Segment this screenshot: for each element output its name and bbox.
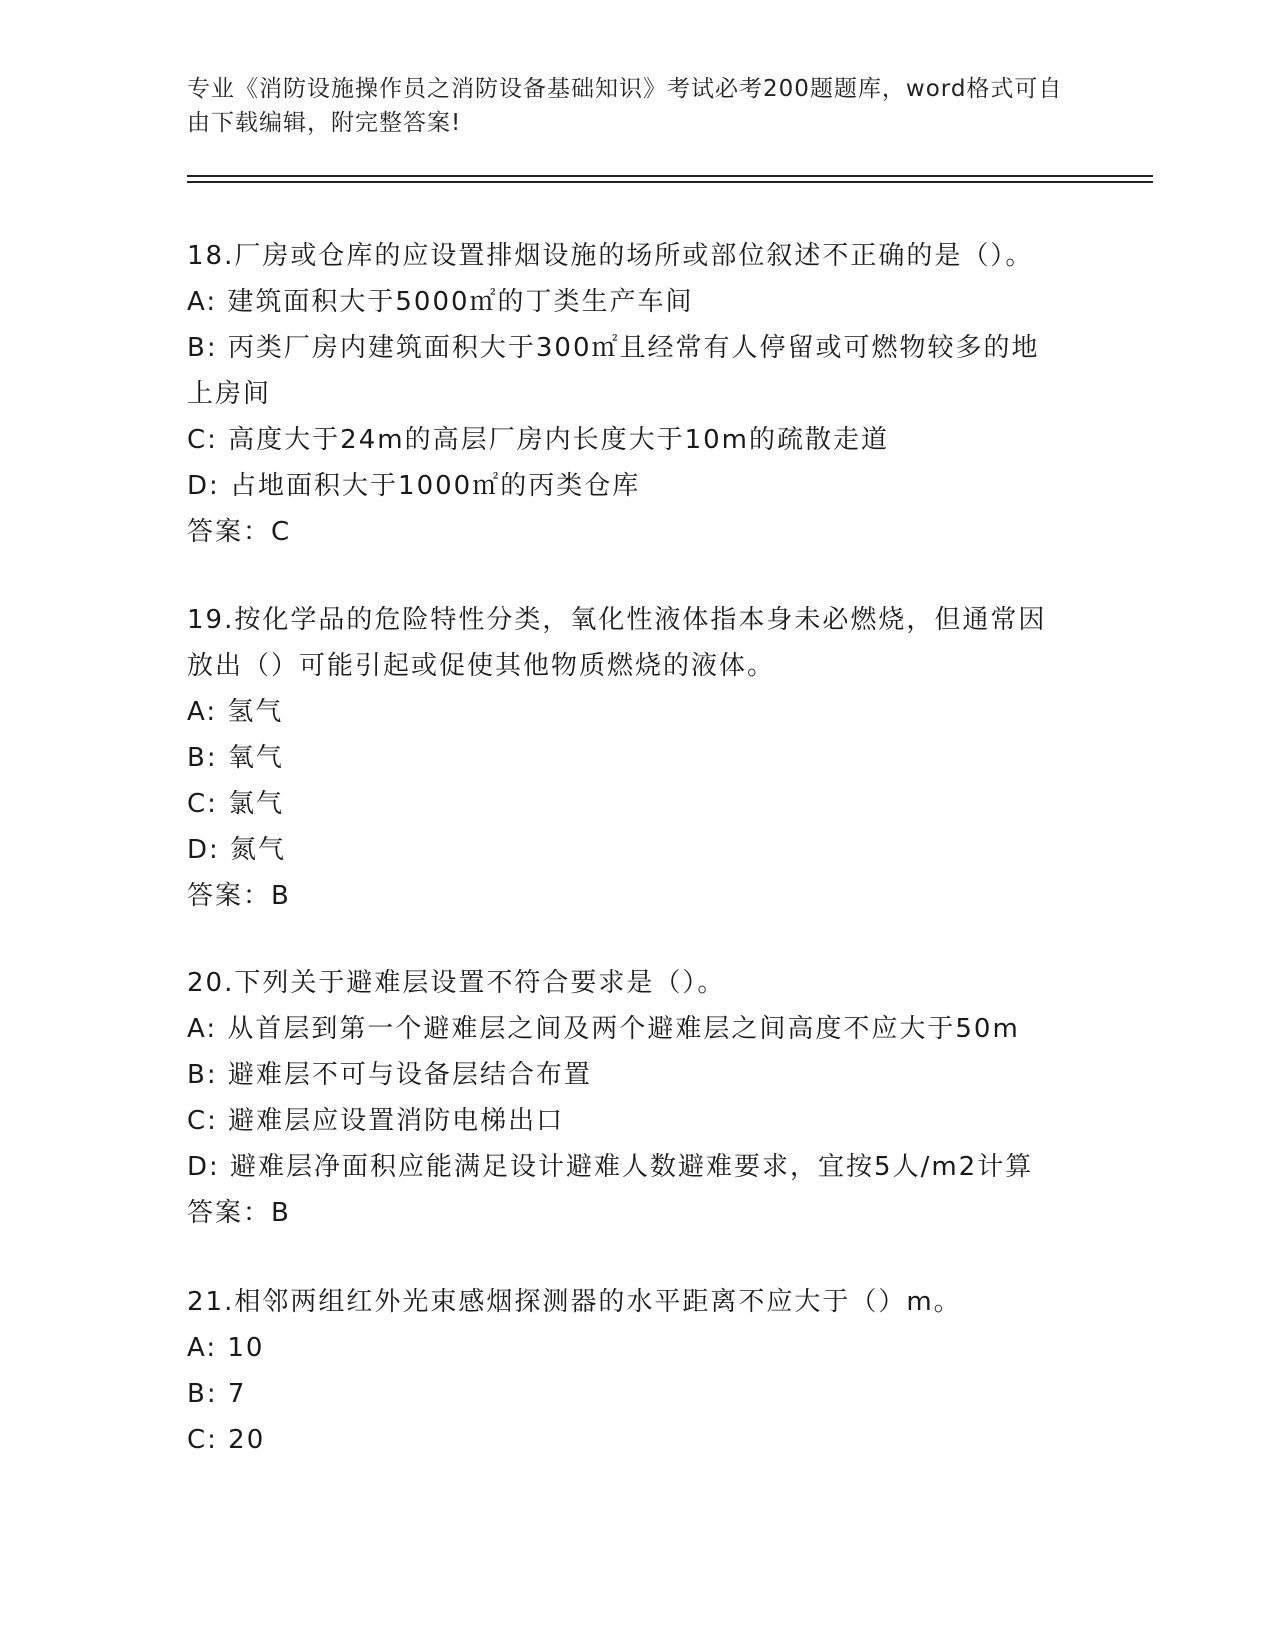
question-18 [187, 233, 1067, 555]
question-19 [187, 597, 1067, 919]
header-divider-bottom [187, 181, 1153, 183]
option-c: C: 氯气 [187, 789, 285, 819]
question-stem: 18.厂房或仓库的应设置排烟设施的场所或部位叙述不正确的是（）。 [187, 241, 1034, 271]
option-d: D: 占地面积大于1000㎡的丙类仓库 [187, 471, 641, 501]
document-title: 专业《消防设施操作员之消防设备基础知识》考试必考200题题库，word格式可自由下载编辑，附完整答案! [187, 76, 1063, 136]
option-d: D: 氮气 [187, 835, 287, 865]
option-c: C: 避难层应设置消防电梯出口 [187, 1106, 565, 1136]
answer: 答案：C [187, 517, 292, 547]
option-c: C: 高度大于24m的高层厂房内长度大于10m的疏散走道 [187, 425, 890, 455]
option-b: B: 丙类厂房内建筑面积大于300㎡且经常有人停留或可燃物较多的地上房间 [187, 333, 1040, 409]
option-c: C: 20 [187, 1425, 266, 1455]
option-b: B: 7 [187, 1379, 247, 1409]
answer: 答案：B [187, 881, 291, 911]
header-divider-top [187, 175, 1153, 177]
option-b: B: 氧气 [187, 743, 284, 773]
option-b: B: 避难层不可与设备层结合布置 [187, 1060, 592, 1090]
option-a: A: 建筑面积大于5000㎡的丁类生产车间 [187, 287, 694, 317]
question-21 [187, 1279, 1067, 1463]
option-d: D: 避难层净面积应能满足设计避难人数避难要求，宜按5人/m2计算 [187, 1152, 1034, 1182]
question-20 [187, 960, 1067, 1236]
answer: 答案：B [187, 1198, 291, 1228]
document-header [187, 72, 1067, 140]
option-a: A: 氢气 [187, 697, 284, 727]
question-stem: 20.下列关于避难层设置不符合要求是（）。 [187, 968, 726, 998]
question-stem: 19.按化学品的危险特性分类，氧化性液体指本身未必燃烧，但通常因放出（）可能引起或促使其他物质燃烧的液体。 [187, 605, 1047, 681]
question-stem: 21.相邻两组红外光束感烟探测器的水平距离不应大于（）m。 [187, 1287, 962, 1317]
option-a: A: 从首层到第一个避难层之间及两个避难层之间高度不应大于50m [187, 1014, 1020, 1044]
option-a: A: 10 [187, 1333, 265, 1363]
